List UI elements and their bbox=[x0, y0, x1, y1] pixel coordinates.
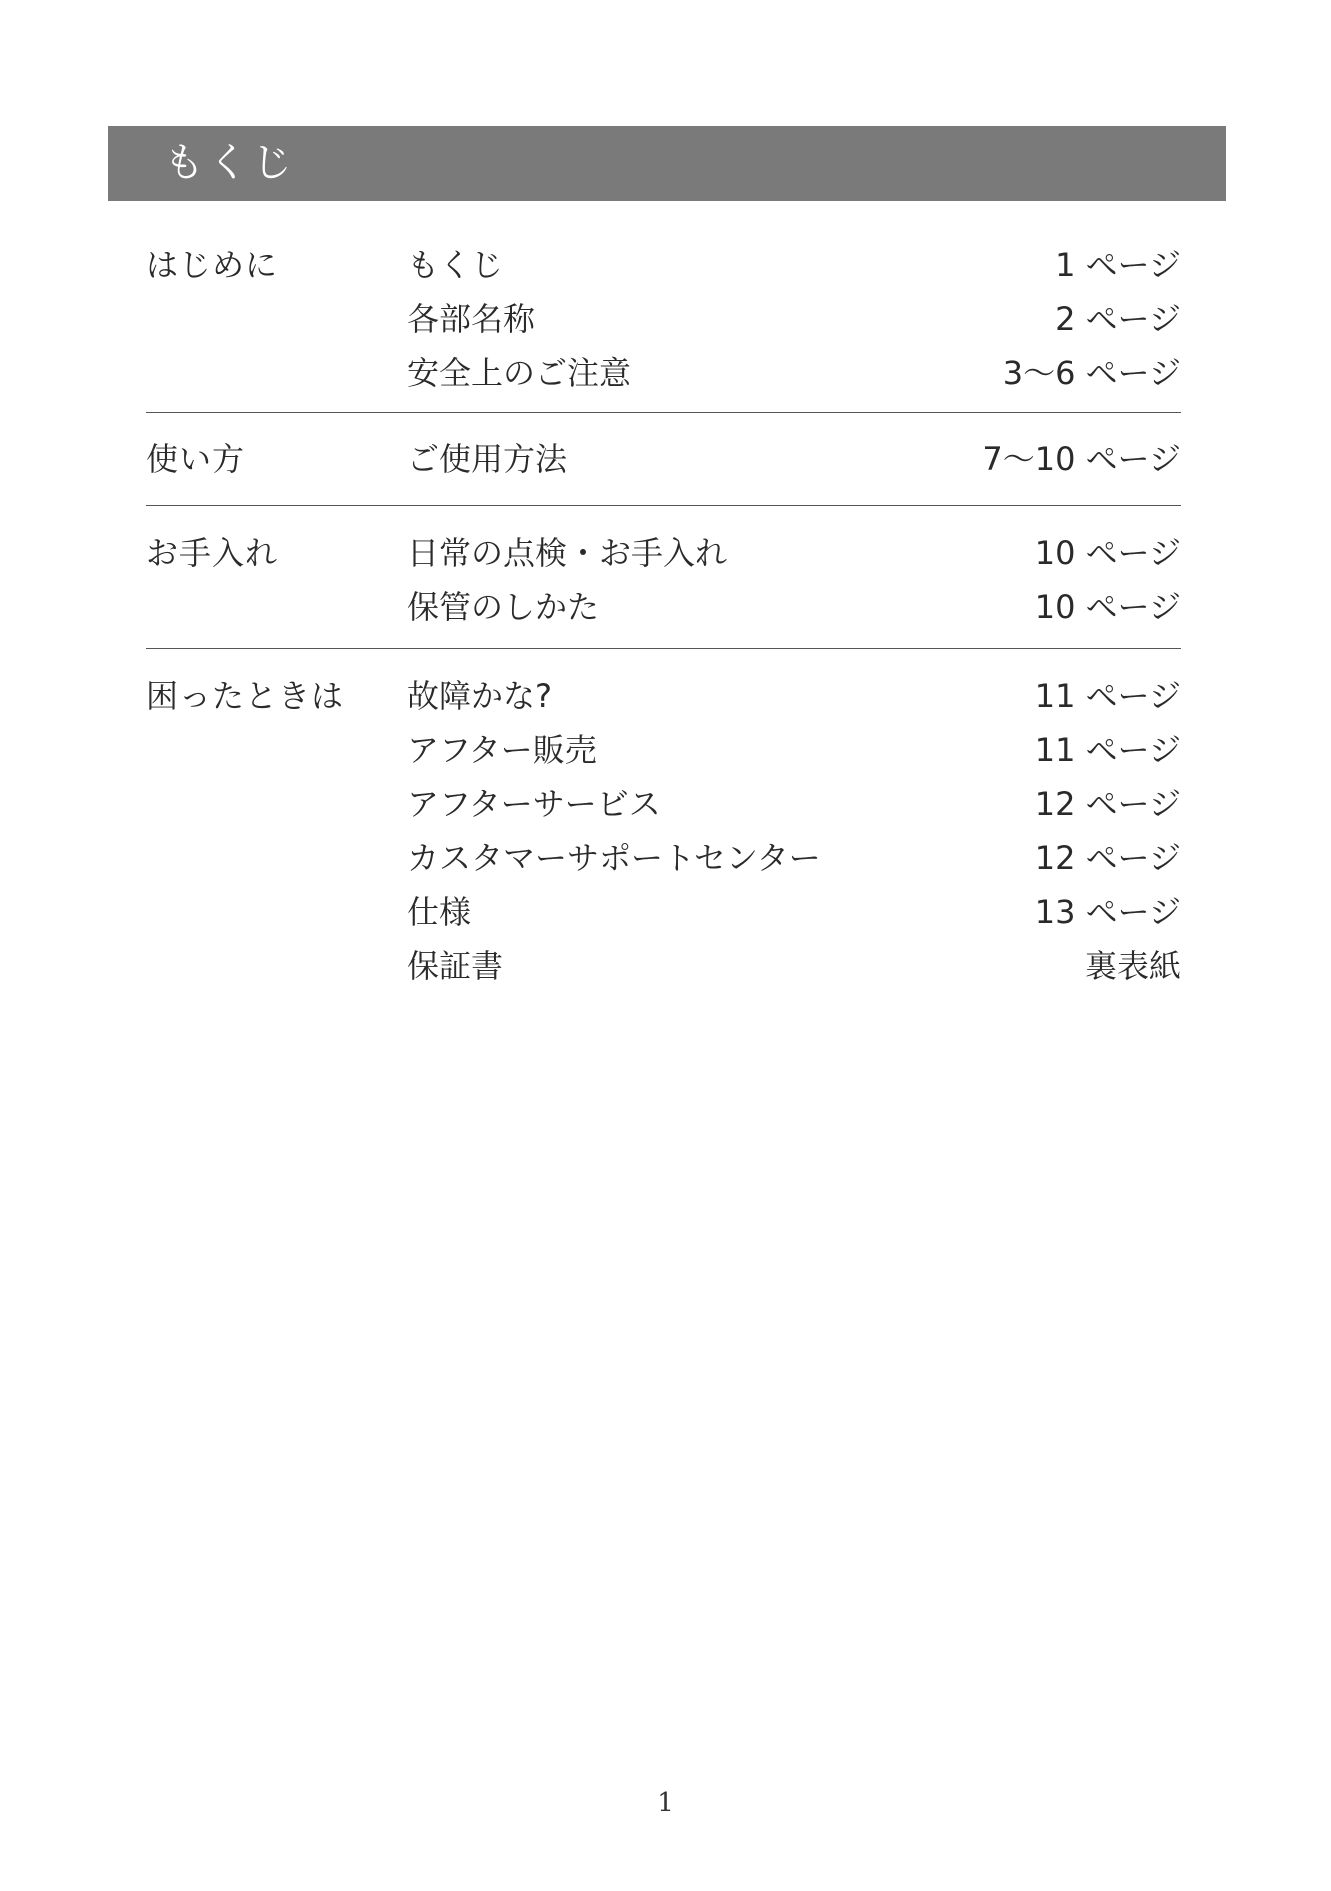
section-label: 使い方 bbox=[146, 440, 246, 478]
toc-section-usage bbox=[146, 413, 1181, 506]
toc-entry[interactable] bbox=[146, 526, 1181, 580]
entry-title: 日常の点検・お手入れ bbox=[407, 534, 728, 572]
entry-title: 仕様 bbox=[407, 893, 472, 931]
entry-page: 11 ページ bbox=[1034, 731, 1181, 769]
toc-entry[interactable] bbox=[146, 777, 1181, 831]
entry-title: 保証書 bbox=[407, 947, 504, 985]
toc-entry[interactable] bbox=[146, 831, 1181, 885]
entry-title: もくじ bbox=[407, 246, 504, 284]
toc-entry[interactable] bbox=[146, 432, 1181, 486]
toc-header-bar bbox=[108, 126, 1226, 201]
toc-entry[interactable] bbox=[146, 939, 1181, 993]
toc-entry[interactable] bbox=[146, 885, 1181, 939]
entry-page: 11 ページ bbox=[1034, 677, 1181, 715]
section-label: お手入れ bbox=[146, 534, 279, 572]
entry-title: カスタマーサポートセンター bbox=[407, 839, 821, 877]
entry-page: 10 ページ bbox=[1034, 534, 1181, 572]
entry-title: 故障かな? bbox=[407, 677, 552, 715]
table-of-contents bbox=[146, 238, 1181, 993]
entry-page: 裏表紙 bbox=[1084, 947, 1181, 985]
entry-page: 3〜6 ページ bbox=[1002, 354, 1181, 392]
entry-page: 1 ページ bbox=[1055, 246, 1181, 284]
entry-title: 保管のしかた bbox=[407, 588, 600, 626]
entry-page: 7〜10 ページ bbox=[982, 440, 1181, 478]
toc-entry[interactable] bbox=[146, 292, 1181, 346]
entry-title: アフターサービス bbox=[407, 785, 661, 823]
entry-title: 安全上のご注意 bbox=[407, 354, 632, 392]
toc-entry[interactable] bbox=[146, 669, 1181, 723]
entry-page: 12 ページ bbox=[1034, 839, 1181, 877]
toc-entry[interactable] bbox=[146, 723, 1181, 777]
entry-title: アフター販売 bbox=[407, 731, 597, 769]
entry-page: 12 ページ bbox=[1034, 785, 1181, 823]
section-label: 困ったときは bbox=[146, 677, 345, 715]
entry-title: 各部名称 bbox=[407, 300, 536, 338]
entry-page: 10 ページ bbox=[1034, 588, 1181, 626]
toc-entry[interactable] bbox=[146, 238, 1181, 292]
entry-page: 13 ページ bbox=[1034, 893, 1181, 931]
toc-section-maintenance bbox=[146, 506, 1181, 649]
toc-entry[interactable] bbox=[146, 580, 1181, 634]
toc-section-troubleshooting bbox=[146, 649, 1181, 993]
page-title: もくじ bbox=[164, 140, 296, 186]
entry-page: 2 ページ bbox=[1055, 300, 1181, 338]
entry-title: ご使用方法 bbox=[407, 440, 568, 478]
page-number: 1 bbox=[657, 1788, 674, 1818]
toc-section-introduction bbox=[146, 238, 1181, 413]
section-label: はじめに bbox=[146, 246, 279, 284]
toc-entry[interactable] bbox=[146, 346, 1181, 400]
